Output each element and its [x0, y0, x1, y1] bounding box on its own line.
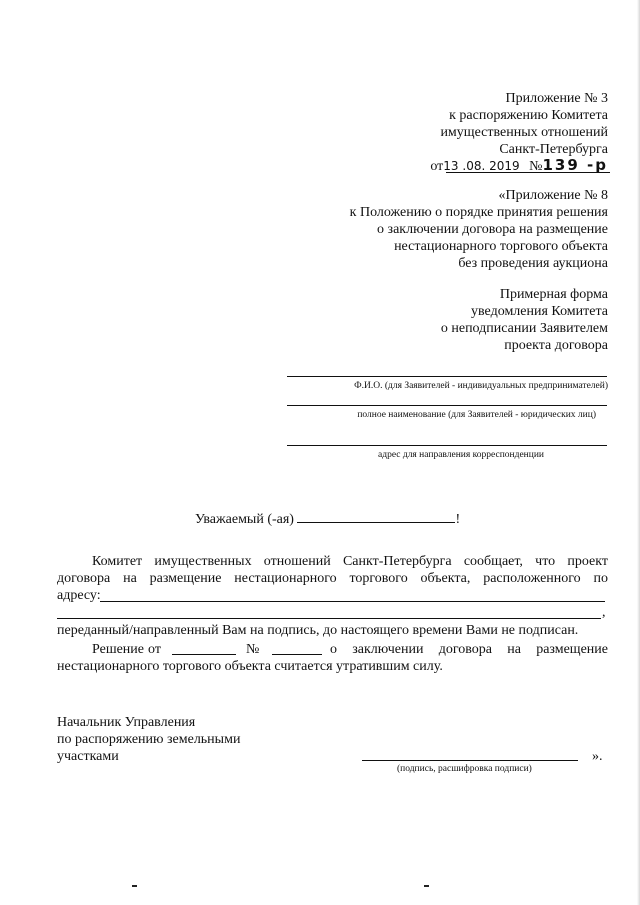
address-field-line: [287, 445, 607, 446]
body-para1-line2: договора на размещение нестационарного торгового объекта, расположенного по: [57, 571, 608, 586]
annex-line-3: о заключении договора на размещение: [377, 222, 608, 237]
salutation-end: !: [455, 512, 461, 527]
address-blank-line-1: [100, 601, 605, 602]
address-caption: адрес для направления корреспонденции: [378, 450, 544, 460]
header-line-1: Приложение № 3: [505, 91, 608, 106]
salutation: [195, 510, 460, 528]
date-handwritten: 13 .08. 2019: [443, 159, 520, 173]
decision-date-blank: [172, 654, 236, 655]
form-title-line-3: о неподписании Заявителем: [440, 321, 608, 336]
body-para1-address-label: адресу:: [57, 588, 101, 603]
name-caption: полное наименование (для Заявителей - юридических лиц): [357, 410, 596, 420]
number-handwritten: 139 -р: [542, 156, 608, 174]
fio-field-line: [287, 376, 607, 377]
address-blank-line-2: [57, 618, 601, 619]
signatory-line-3: участками: [57, 749, 119, 764]
annex-line-4: нестационарного торгового объекта: [394, 239, 608, 254]
fio-caption: Ф.И.О. (для Заявителей - индивидуальных предпринимателей): [354, 381, 608, 391]
number-prefix: №: [529, 159, 543, 174]
header-line-3: имущественных отношений: [440, 125, 608, 140]
signatory-line-1: Начальник Управления: [57, 715, 196, 730]
annex-line-5: без проведения аукциона: [458, 256, 608, 271]
body-para2-line1-rest: о заключении договора на размещение: [330, 642, 608, 657]
salutation-text: Уважаемый (-ая): [195, 512, 294, 527]
date-number-underline: [446, 172, 610, 173]
scan-mark-left: [132, 885, 137, 887]
body-para2-number-sign: №: [246, 642, 260, 657]
signatory-line-2: по распоряжению земельными: [57, 732, 241, 747]
body-para1-line1: Комитет имущественных отношений Санкт-Петербурга сообщает, что проект: [92, 554, 608, 569]
signature-end-quote: ».: [592, 749, 603, 764]
name-field-line: [287, 405, 607, 406]
body-para2-line2: нестационарного торгового объекта считается утратившим силу.: [57, 659, 443, 674]
form-title-line-2: уведомления Комитета: [471, 304, 608, 319]
body-para2-from-word: от: [148, 642, 161, 657]
signature-blank-line: [362, 760, 578, 761]
date-prefix: от: [430, 159, 444, 174]
form-title-line-1: Примерная форма: [499, 287, 608, 302]
annex-line-2: к Положению о порядке принятия решения: [349, 205, 608, 220]
body-para2-decision-word: Решение: [92, 642, 145, 657]
header-line-2: к распоряжению Комитета: [449, 108, 608, 123]
decision-number-blank: [272, 654, 322, 655]
signature-caption: (подпись, расшифровка подписи): [397, 764, 532, 774]
salutation-name-blank: [297, 510, 455, 523]
annex-line-1: «Приложение № 8: [498, 188, 608, 203]
scan-mark-right: [424, 885, 429, 887]
body-para1-line5: переданный/направленный Вам на подпись, до настоящего времени Вами не подписан.: [57, 623, 579, 638]
address-comma: ,: [602, 605, 606, 620]
form-title-line-4: проекта договора: [504, 338, 608, 353]
header-line-4: Санкт-Петербурга: [499, 142, 608, 157]
